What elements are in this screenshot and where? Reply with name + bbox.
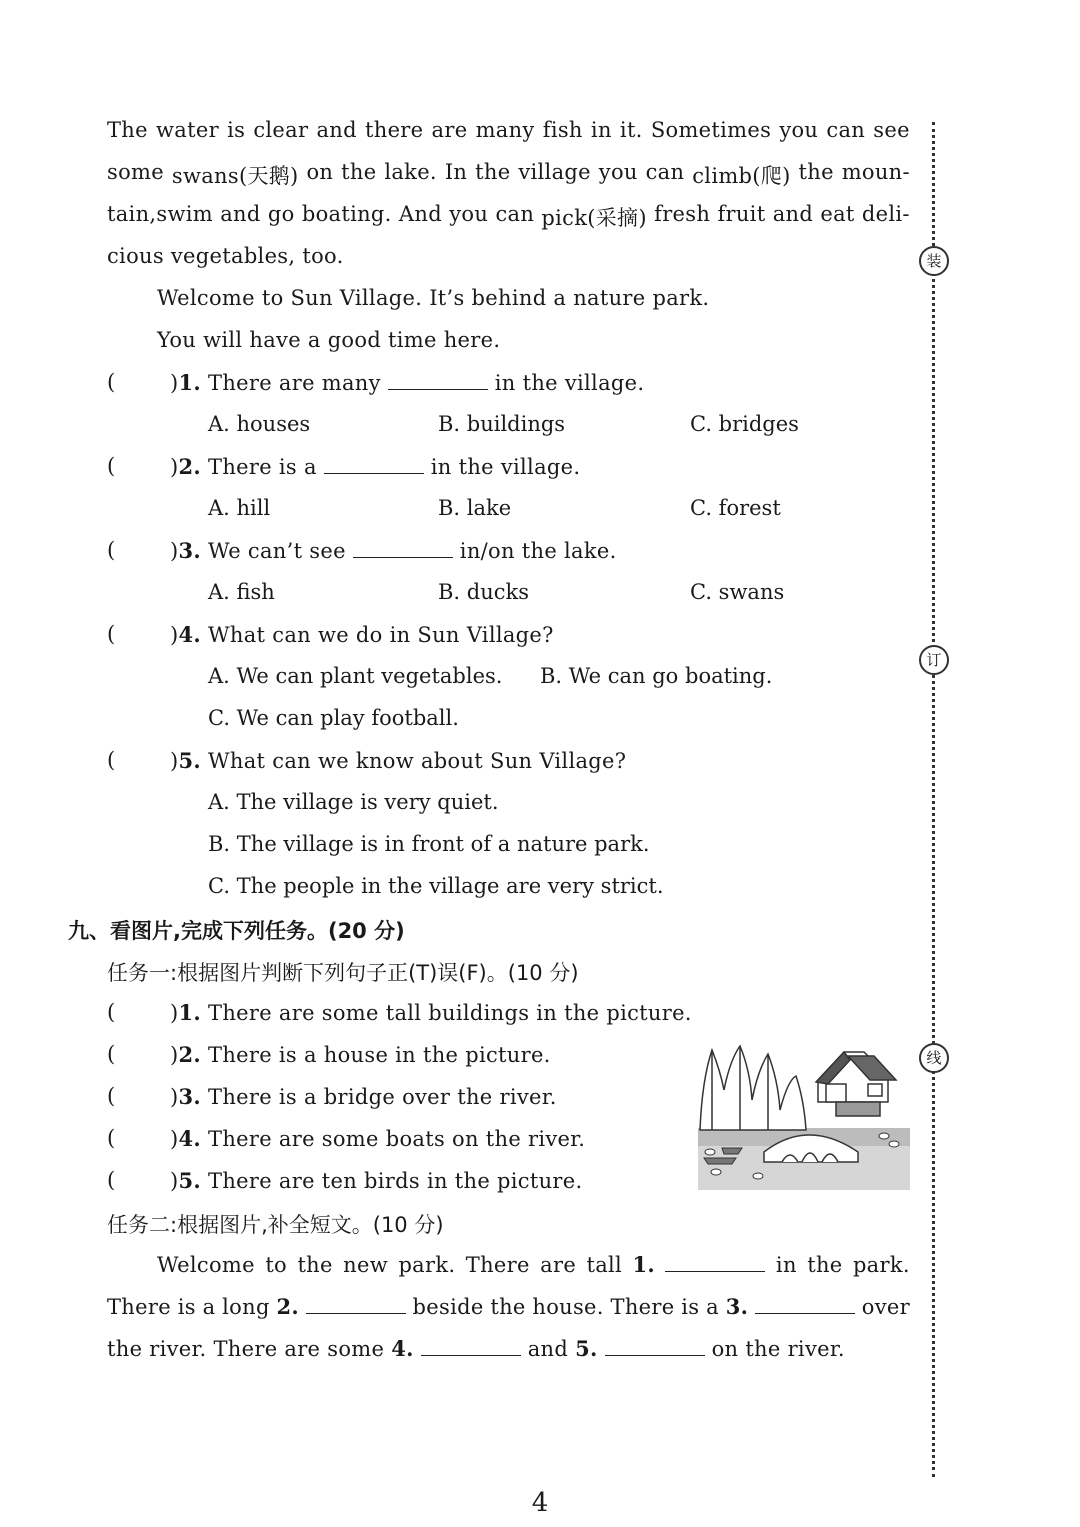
binding-mark: 线 — [919, 1043, 949, 1073]
word: climb(爬) — [692, 164, 791, 188]
cloze-blank-3[interactable] — [755, 1295, 855, 1314]
question-text: )1. There are many in the village. — [170, 370, 645, 395]
passage-line-6: You will have a good time here. — [157, 328, 501, 352]
tf-item-5: )5. There are ten birds in the picture. — [170, 1168, 583, 1193]
word: deli- — [861, 202, 910, 226]
passage-line-1 — [107, 118, 910, 142]
answer-paren[interactable]: ( — [107, 1042, 116, 1066]
question-text: )2. There is a in the village. — [170, 454, 581, 479]
passage-line-5: Welcome to Sun Village. It’s behind a nature park. — [157, 286, 710, 310]
section-9-title: 九、看图片,完成下列任务。(20 分) — [68, 919, 405, 943]
word: tain,swim — [107, 202, 213, 226]
word: on — [306, 160, 334, 184]
word: see — [873, 118, 910, 142]
option-b[interactable]: B. buildings — [438, 412, 566, 436]
word: water — [156, 118, 219, 142]
tf-item-2: )2. There is a house in the picture. — [170, 1042, 551, 1067]
question-text: )5. What can we know about Sun Village? — [170, 748, 627, 773]
answer-paren[interactable]: ( — [107, 1126, 116, 1150]
answer-blank[interactable] — [324, 455, 424, 474]
question-text: )3. We can’t see in/on the lake. — [170, 538, 617, 563]
answer-paren[interactable]: ( — [107, 1084, 116, 1108]
cloze-line-3: the river. There are some 4. and 5. on the river. — [107, 1336, 845, 1361]
answer-paren[interactable]: ( — [107, 1168, 116, 1192]
word: and — [316, 118, 357, 142]
cloze-line-1: Welcome to the new park. There are tall 1. in the park. — [157, 1252, 910, 1277]
option-c[interactable]: C. bridges — [690, 412, 799, 436]
word: fresh — [654, 202, 711, 226]
option-b[interactable]: B. We can go boating. — [540, 664, 773, 688]
option-c[interactable]: C. We can play football. — [208, 706, 459, 730]
option-a[interactable]: A. fish — [208, 580, 275, 604]
answer-paren[interactable]: ( — [107, 1000, 116, 1024]
word: the — [798, 160, 834, 184]
binding-mark: 订 — [919, 645, 949, 675]
task-1-title: 任务一:根据图片判断下列句子正(T)误(F)。(10 分) — [107, 961, 579, 985]
cloze-line-2: There is a long 2. beside the house. There is a 3. over — [107, 1294, 910, 1319]
option-a[interactable]: A. We can plant vegetables. — [208, 664, 503, 688]
word: eat — [820, 202, 855, 226]
binding-mark: 装 — [919, 246, 949, 276]
answer-paren[interactable]: ( — [107, 748, 116, 772]
answer-paren[interactable]: ( — [107, 622, 116, 646]
word: there — [365, 118, 424, 142]
option-b[interactable]: B. The village is in front of a nature park. — [208, 832, 650, 856]
word: can — [495, 202, 535, 226]
tf-item-4: )4. There are some boats on the river. — [170, 1126, 586, 1151]
word: can — [826, 118, 866, 142]
word: clear — [253, 118, 309, 142]
word: in — [590, 118, 612, 142]
answer-paren[interactable]: ( — [107, 454, 116, 478]
cloze-blank-5[interactable] — [605, 1337, 705, 1356]
passage-line-2 — [107, 160, 910, 190]
word: is — [227, 118, 246, 142]
binding-dotted-line — [932, 122, 935, 1477]
cloze-blank-1[interactable] — [665, 1253, 765, 1272]
word: the — [341, 160, 377, 184]
cloze-blank-2[interactable] — [306, 1295, 406, 1314]
word: and — [772, 202, 814, 226]
word: many — [475, 118, 535, 142]
option-c[interactable]: C. forest — [690, 496, 781, 520]
word: you — [598, 160, 638, 184]
word: Sometimes — [650, 118, 772, 142]
word: the — [475, 160, 511, 184]
answer-blank[interactable] — [388, 371, 488, 390]
option-a[interactable]: A. houses — [208, 412, 311, 436]
task-2-title: 任务二:根据图片,补全短文。(10 分) — [107, 1213, 444, 1237]
word: some — [107, 160, 164, 184]
word: pick(采摘) — [541, 206, 647, 230]
passage-line-3 — [107, 202, 910, 232]
word: can — [645, 160, 685, 184]
word: The — [107, 118, 148, 142]
word: moun- — [841, 160, 910, 184]
option-b[interactable]: B. ducks — [438, 580, 530, 604]
word: boating. — [301, 202, 392, 226]
word: lake. — [384, 160, 437, 184]
word: In — [444, 160, 468, 184]
word: swans(天鹅) — [171, 164, 299, 188]
passage-line-4: cious vegetables, too. — [107, 244, 344, 268]
word: fish — [542, 118, 583, 142]
answer-paren[interactable]: ( — [107, 370, 116, 394]
question-text: )4. What can we do in Sun Village? — [170, 622, 554, 647]
answer-paren[interactable]: ( — [107, 538, 116, 562]
word: you — [449, 202, 489, 226]
word: go — [267, 202, 295, 226]
option-c[interactable]: C. The people in the village are very strict. — [208, 874, 664, 898]
tf-item-1: )1. There are some tall buildings in the picture. — [170, 1000, 692, 1025]
word: and — [220, 202, 261, 226]
word: it. — [619, 118, 643, 142]
word: you — [779, 118, 819, 142]
option-c[interactable]: C. swans — [690, 580, 785, 604]
page-number: 4 — [531, 1488, 549, 1518]
park-illustration — [698, 1040, 910, 1190]
answer-blank[interactable] — [353, 539, 453, 558]
word: village — [518, 160, 591, 184]
word: are — [431, 118, 468, 142]
option-b[interactable]: B. lake — [438, 496, 512, 520]
word: And — [398, 202, 442, 226]
option-a[interactable]: A. The village is very quiet. — [208, 790, 499, 814]
tf-item-3: )3. There is a bridge over the river. — [170, 1084, 557, 1109]
option-a[interactable]: A. hill — [208, 496, 271, 520]
word: fruit — [717, 202, 766, 226]
cloze-blank-4[interactable] — [421, 1337, 521, 1356]
